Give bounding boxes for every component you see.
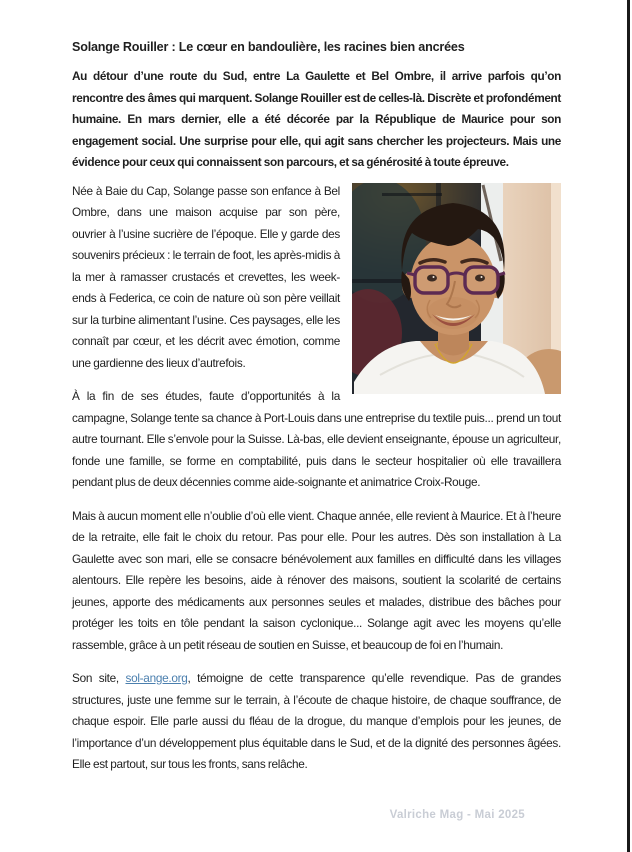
paragraph-switzerland: À la fin de ses études, faute d’opportunités à la campagne, Solange tente sa chance à Port-Louis dans une entreprise du textile puis... prend un tout autre tournant. Elle s’envole pour la Suisse. Là-bas, elle devient enseignante, épouse un agriculteur, fonde une famille, se forme en comptabilité, puis dans le secteur hospitalier où elle travaillera pendant plus de deux décennies comme aide-soignante et animatrice Croix-Rouge.	[72, 389, 561, 489]
portrait-photo	[352, 183, 561, 394]
article	[72, 38, 561, 788]
paragraph-website	[72, 668, 561, 776]
intro-paragraph: Au détour d’une route du Sud, entre La Gaulette et Bel Ombre, il arrive parfois qu’on rencontre des âmes qui marquent. Solange Rouiller est de celles-là. Discrète et profondément humaine. En mars dernier, elle a été décorée par la République de Maurice pour son engagement social. Une surprise pour elle, qui agit sans chercher les projecteurs. Mais une évidence pour ceux qui connaissent son parcours, et sa générosité à toute épreuve.	[72, 69, 561, 169]
article-title: Solange Rouiller : Le cœur en bandoulière, les racines bien ancrées	[72, 40, 465, 54]
website-sentence-after: , témoigne de cette transparence qu’elle revendique. Pas de grandes structures, juste une femme sur le terrain, à l’écoute de chaque histoire, de chaque souffrance, de chaque espoir. Elle parle aussi du fléau de la drogue, du manque d’emplois pour les jeunes, de l’importance d’un développement plus équitable dans le Sud, et de la dignité des personnes âgées. Elle est partout, sur tous les fronts, sans relâche.	[72, 671, 561, 771]
page-right-edge-line	[627, 0, 630, 852]
paragraph-return: Mais à aucun moment elle n’oublie d’où elle vient. Chaque année, elle revient à Maurice. Et à l’heure de la retraite, elle fait le choix du retour. Pas pour elle. Pour les autres. Dès son installation à La Gaulette avec son mari, elle se consacre bénévolement aux familles en difficulté dans les villages alentours. Elle repère les besoins, aide à rénover des maisons, soutient la scolarité de certains jeunes, apporte des médicaments aux personnes seules et malades, distribue des bâches pour protéger les toits en tôle pendant la saison cyclonique... Solange agit avec les moyens qu’elle rassemble, grâce à un petit réseau de soutien en Suisse, et beaucoup de foi en l’humain.	[72, 508, 561, 652]
article-body-with-photo	[72, 181, 561, 506]
footer-credit: Valriche Mag - Mai 2025	[389, 809, 525, 821]
paragraph-childhood: Née à Baie du Cap, Solange passe son enfance à Bel Ombre, dans une maison acquise par son père, ouvrier à l’usine sucrière de l’époque. Elle y garde des souvenirs précieux : le terrain de foot, les après-midis à la mer à ramasser crustacés et crevettes, les week-ends à Federica, ce coin de nature où son père veillait sur la turbine alimentant l’usine. Ces paysages, elle les connaît par cœur, et les décrit avec émotion, comme une gardienne des lieux d’autrefois.	[72, 183, 340, 370]
website-sentence-before: Son site,	[72, 671, 126, 685]
site-link[interactable]: sol-ange.org	[125, 671, 188, 685]
